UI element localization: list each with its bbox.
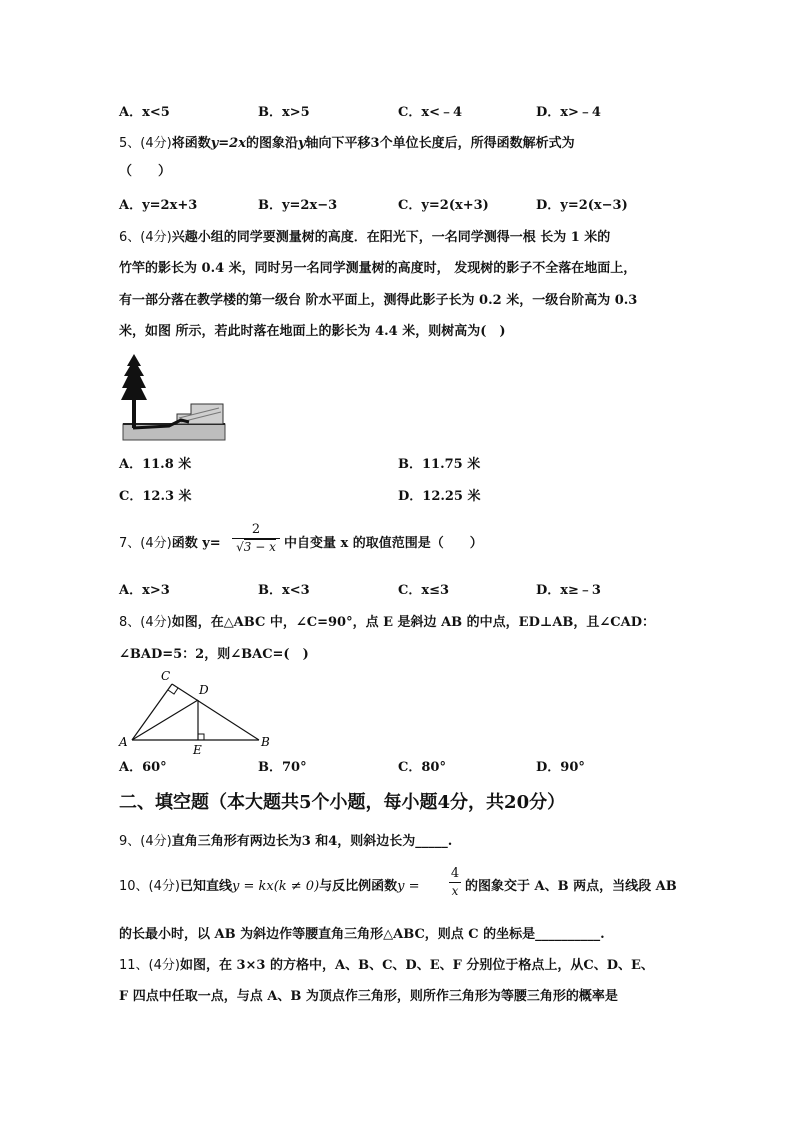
- sqrt-icon: √: [236, 540, 244, 554]
- option-d[interactable]: D．x>﹣4: [536, 105, 601, 120]
- question-6: [119, 229, 610, 247]
- tree-shadow-figure: [119, 352, 229, 444]
- triangle-figure: [117, 664, 277, 756]
- option-a[interactable]: A．11.8 米: [119, 457, 192, 472]
- option-b[interactable]: B．y=2x−3: [258, 198, 338, 213]
- option-c[interactable]: C．x<﹣4: [398, 105, 463, 120]
- option-a[interactable]: A．y=2x+3: [119, 198, 198, 213]
- option-c[interactable]: C．y=2(x+3): [398, 198, 489, 213]
- option-c[interactable]: C．x≤3: [398, 583, 450, 598]
- question-text: 与反比例函数: [319, 879, 398, 894]
- question-text: F 四点中任取一点，与点 A、B 为顶点作三角形，则所作三角形为等腰三角形的概率是: [119, 989, 618, 1004]
- radicand: 3 − x: [243, 540, 276, 554]
- question-text: 的长最小时，以 AB 为斜边作等腰直角三角形△ABC，则点 C 的坐标是__________.: [119, 927, 605, 942]
- option-a[interactable]: A．x<5: [119, 105, 170, 120]
- section-heading: 二、填空题（本大题共5个小题，每小题4分，共20分）: [119, 792, 566, 813]
- question-7: [119, 535, 221, 553]
- question-text: 米，如图 所示，若此时落在地面上的影长为 4.4 米，则树高为( ): [119, 324, 506, 339]
- option-a[interactable]: A．x>3: [119, 583, 170, 598]
- question-text: 兴趣小组的同学要测量树的高度．在阳光下，一名同学测得一根 长为 1 米的: [171, 230, 611, 245]
- math-expression: y = kx(k ≠ 0): [231, 879, 320, 894]
- option-b[interactable]: B．x<3: [258, 583, 310, 598]
- question-9: [119, 833, 452, 851]
- question-text: 的图象交于 A、B 两点，当线段 AB: [465, 879, 677, 894]
- question-text: 直角三角形有两边长为3 和4，则斜边长为_____.: [171, 834, 453, 849]
- question-number: 5、(4分): [119, 136, 172, 151]
- label-e: E: [193, 743, 202, 756]
- question-text: 已知直线: [179, 879, 232, 894]
- label-a: A: [119, 735, 128, 749]
- question-5: [119, 135, 575, 153]
- option-b[interactable]: B．11.75 米: [398, 457, 481, 472]
- question-text: 将函数: [171, 136, 211, 151]
- question-text: 如图，在△ABC 中，∠C=90°，点 E 是斜边 AB 的中点，ED⊥AB，且∠CAD：: [171, 615, 656, 630]
- option-d[interactable]: D．90°: [536, 760, 585, 775]
- option-c[interactable]: C．12.3 米: [119, 489, 192, 504]
- label-d: D: [199, 683, 209, 697]
- option-d[interactable]: D．12.25 米: [398, 489, 481, 504]
- question-number: 10、(4分): [119, 879, 180, 894]
- question-text: 如图，在 3×3 的方格中，A、B、C、D、E、F 分别位于格点上，从C、D、E、: [179, 958, 654, 973]
- question-10: [119, 878, 420, 896]
- question-text: 有一部分落在教学楼的第一级台 阶水平面上，测得此影子长为 0.2 米，一级台阶高为 0.3: [119, 293, 638, 308]
- denominator: x: [451, 884, 459, 898]
- denominator: [232, 539, 280, 555]
- option-d[interactable]: D．x≥﹣3: [536, 583, 601, 598]
- question-text: 竹竿的影长为 0.4 米，同时另一名同学测量树的高度时， 发现树的影子不全落在地面上，: [119, 261, 637, 276]
- question-text: 函数 y=: [171, 536, 221, 551]
- question-number: 7、(4分): [119, 536, 172, 551]
- label-b: B: [261, 735, 270, 749]
- math-expression: y=2x: [210, 136, 246, 151]
- question-11: [119, 957, 654, 975]
- fraction: [449, 866, 461, 899]
- question-text: 的图象沿: [245, 136, 298, 151]
- option-a[interactable]: A．60°: [119, 760, 167, 775]
- question-number: 9、(4分): [119, 834, 172, 849]
- question-number: 11、(4分): [119, 958, 180, 973]
- math-variable: y: [297, 136, 306, 151]
- question-8: [119, 614, 655, 632]
- fraction: [232, 522, 280, 555]
- question-number: 6、(4分): [119, 230, 172, 245]
- option-c[interactable]: C．80°: [398, 760, 446, 775]
- option-b[interactable]: B．x>5: [258, 105, 310, 120]
- question-text: 中自变量 x 的取值范围是（ ）: [284, 536, 483, 551]
- numerator: 4: [450, 866, 460, 881]
- answer-paren: （ ）: [119, 164, 172, 179]
- math-expression: y =: [397, 879, 420, 894]
- label-c: C: [161, 669, 171, 683]
- numerator: 2: [251, 522, 261, 537]
- question-text: 轴向下平移3个单位长度后，所得函数解析式为: [305, 136, 575, 151]
- option-b[interactable]: B．70°: [258, 760, 307, 775]
- question-text: ∠BAD=5：2，则∠BAC=( ): [119, 647, 309, 662]
- option-d[interactable]: D．y=2(x−3): [536, 198, 628, 213]
- question-number: 8、(4分): [119, 615, 172, 630]
